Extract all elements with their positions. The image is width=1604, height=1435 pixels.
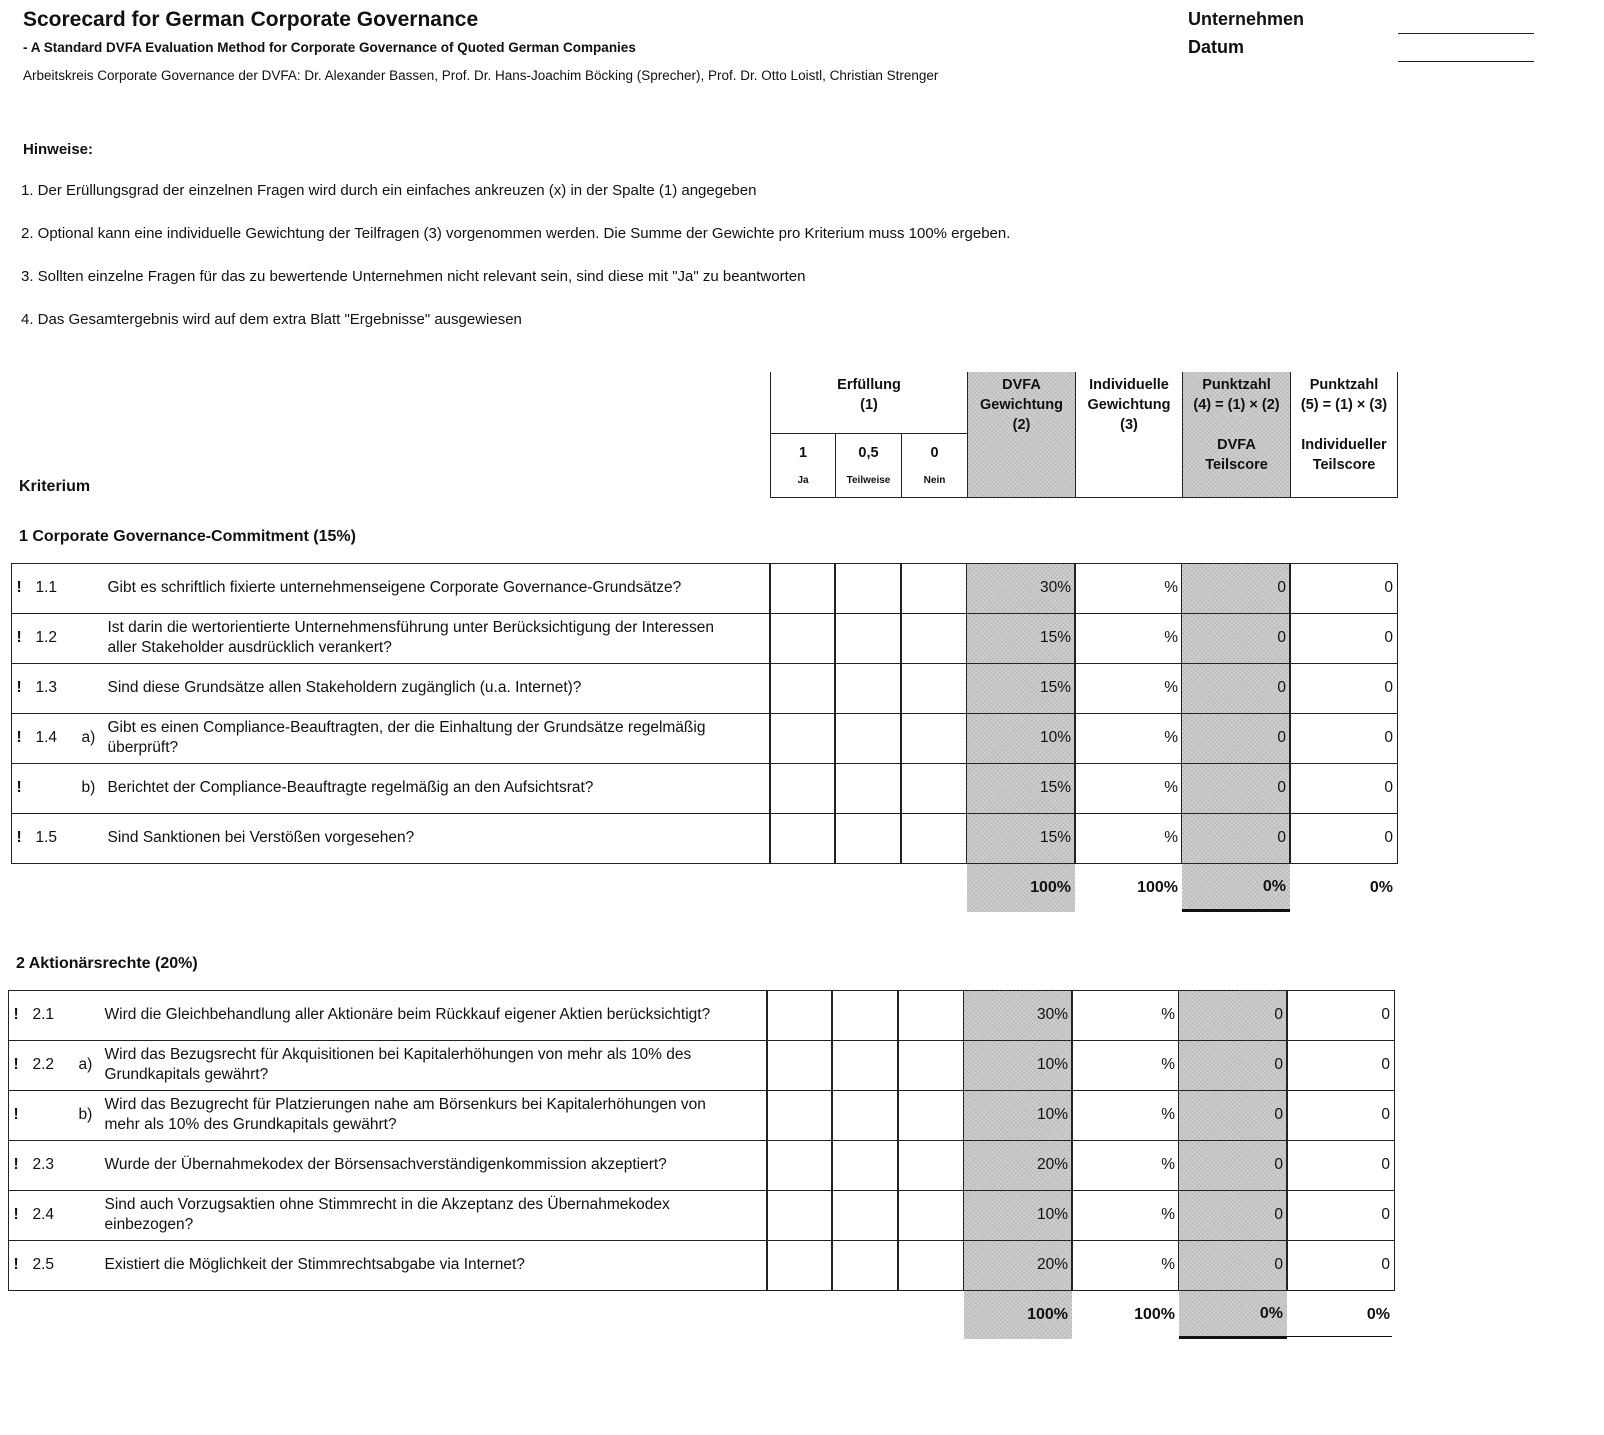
priority-mark: ! [16, 778, 22, 796]
question-text [108, 828, 415, 848]
individual-score-value: 0 [1384, 729, 1393, 747]
question-line: Ist darin die wertorientierte Unternehmensführung unter Berücksichtigung der Interessen [107, 618, 715, 636]
dvfa-weight-cell [966, 713, 1077, 765]
total-individual-weight-value: 100% [1134, 1306, 1175, 1323]
priority-mark: ! [13, 1155, 19, 1173]
individual-score-value: 0 [1384, 679, 1393, 697]
dvfa-weight-cell [963, 1190, 1074, 1242]
question-line: Wird das Bezugsrecht für Akquisitionen bei Kapitalerhöhungen von mehr als 10% des [104, 1045, 692, 1063]
teilweise-checkbox-cell[interactable] [831, 990, 900, 1042]
kriterium-label: Kriterium [19, 478, 91, 495]
question-text [105, 1005, 711, 1025]
question-number: 1.4 [35, 728, 58, 746]
individual-weight-cell[interactable] [1074, 763, 1184, 815]
dvfa-weight-cell [966, 813, 1077, 865]
dvfa-weight-value: 10% [1036, 1106, 1068, 1124]
individual-score-cell [1289, 663, 1399, 715]
question-text [108, 718, 706, 758]
teilweise-checkbox-cell[interactable] [834, 813, 903, 865]
individual-score-value: 0 [1381, 1006, 1390, 1024]
question-line: mehr als 10% des Grundkapitals gewährt? [104, 1115, 397, 1133]
question-cell [11, 763, 772, 815]
dvfa-weight-label: DVFA [1002, 377, 1041, 393]
dvfa-weight-value: 10% [1036, 1206, 1068, 1224]
dvfa-score-label: DVFA [1217, 437, 1256, 453]
priority-mark: ! [13, 1255, 19, 1273]
individual-weight-cell[interactable] [1071, 1140, 1181, 1192]
dvfa-score-value: 0 [1277, 579, 1286, 597]
individual-score-label: Punktzahl [1309, 377, 1379, 393]
individual-weight-cell[interactable] [1071, 1190, 1181, 1242]
ja-checkbox-cell[interactable] [769, 763, 837, 815]
question-subletter: a) [81, 728, 96, 746]
individual-score-label: (5) = (1) × (3) [1300, 397, 1388, 413]
company-label: Unternehmen [1188, 9, 1305, 29]
dvfa-weight-value: 10% [1036, 1056, 1068, 1074]
question-number: 2.4 [32, 1205, 55, 1223]
dvfa-score-label: (4) = (1) × (2) [1193, 397, 1280, 413]
ja-checkbox-cell[interactable] [766, 1040, 834, 1092]
notes-heading: Hinweise: [23, 141, 94, 158]
date-input-line[interactable] [1398, 61, 1534, 62]
dvfa-weight-cell [966, 763, 1077, 815]
question-cell [11, 713, 772, 765]
priority-mark: ! [13, 1205, 19, 1223]
dvfa-score-cell [1181, 613, 1292, 665]
ja-checkbox-cell[interactable] [766, 1140, 834, 1192]
total-underline [1287, 1336, 1392, 1337]
dvfa-score-header [1182, 372, 1291, 498]
dvfa-weight-value: 30% [1039, 579, 1071, 597]
dvfa-weight-value: 15% [1039, 829, 1071, 847]
ja-checkbox-cell[interactable] [766, 990, 834, 1042]
dvfa-score-value: 0 [1274, 1156, 1283, 1174]
erfuellung-number: (1) [860, 397, 878, 413]
dvfa-weight-header [967, 372, 1076, 498]
date-label: Datum [1188, 37, 1245, 57]
total-dvfa-weight-value: 100% [1030, 879, 1071, 896]
individual-score-header [1290, 372, 1398, 498]
nein-checkbox-cell[interactable] [897, 1240, 966, 1292]
question-line: Gibt es einen Compliance-Beauftragten, der die Einhaltung der Grundsätze regelmäßig [107, 718, 706, 736]
nein-checkbox-cell[interactable] [897, 1090, 966, 1142]
priority-mark: ! [13, 1005, 19, 1023]
total-dvfa-score-value: 0% [1259, 1304, 1283, 1322]
dvfa-weight-cell [966, 663, 1077, 715]
individual-score-cell [1289, 713, 1399, 765]
individual-weight-value: % [1161, 1206, 1175, 1224]
total-individual-weight [1072, 1291, 1179, 1339]
nein-checkbox-cell[interactable] [900, 563, 969, 615]
individual-score-value: 0 [1384, 629, 1393, 647]
dvfa-weight-label: (2) [1012, 417, 1031, 433]
question-cell [11, 663, 772, 715]
priority-mark: ! [13, 1055, 19, 1073]
note-item: 2. Optional kann eine individuelle Gewichtung der Teilfragen (3) vorgenommen werden. Die Summe der Gewichte pro Kriterium muss 100% ergeben. [21, 225, 1011, 242]
individual-score-cell [1286, 1140, 1396, 1192]
ja-checkbox-cell[interactable] [766, 1090, 834, 1142]
individual-score-cell [1289, 613, 1399, 665]
dvfa-score-value: 0 [1274, 1106, 1283, 1124]
question-line: Existiert die Möglichkeit der Stimmrechtsabgabe via Internet? [104, 1255, 525, 1273]
dvfa-score-cell [1181, 763, 1292, 815]
question-cell [8, 1240, 769, 1292]
question-number: 1.1 [35, 578, 58, 596]
question-cell [11, 613, 772, 665]
dvfa-score-cell [1178, 1140, 1289, 1192]
total-dvfa-score-value: 0% [1262, 877, 1286, 895]
dvfa-score-label: Punktzahl [1202, 377, 1271, 393]
dvfa-weight-cell [963, 1090, 1074, 1142]
individual-weight-label: (3) [1120, 417, 1138, 433]
nein-header [901, 433, 968, 498]
dvfa-weight-cell [963, 1040, 1074, 1092]
page-title: Scorecard for German Corporate Governance [23, 8, 479, 31]
individual-score-cell [1289, 763, 1399, 815]
individual-score-cell [1289, 813, 1399, 865]
question-number: 2.1 [32, 1005, 55, 1023]
dvfa-weight-value: 15% [1039, 779, 1071, 797]
teilweise-checkbox-cell[interactable] [831, 1240, 900, 1292]
question-cell [11, 813, 772, 865]
total-individual-weight [1075, 864, 1182, 912]
question-line: Sind auch Vorzugsaktien ohne Stimmrecht in die Akzeptanz des Übernahmekodex [104, 1195, 670, 1213]
dvfa-score-cell [1178, 990, 1289, 1042]
individual-weight-value: % [1164, 829, 1178, 847]
dvfa-weight-cell [963, 1240, 1074, 1292]
dvfa-weight-value: 10% [1039, 729, 1071, 747]
dvfa-weight-cell [966, 563, 1077, 615]
individual-weight-header [1075, 372, 1183, 498]
nein-checkbox-cell[interactable] [897, 990, 966, 1042]
question-subletter: a) [78, 1055, 93, 1073]
question-cell [8, 990, 769, 1042]
dvfa-score-value: 0 [1277, 779, 1286, 797]
teilweise-label: Teilweise [846, 475, 891, 486]
note-item: 4. Das Gesamtergebnis wird auf dem extra Blatt "Ergebnisse" ausgewiesen [21, 311, 522, 328]
total-dvfa-weight [964, 1291, 1072, 1339]
dvfa-weight-cell [963, 990, 1074, 1042]
question-line: überprüft? [107, 738, 179, 756]
individual-weight-value: % [1164, 729, 1178, 747]
individual-weight-cell[interactable] [1074, 613, 1184, 665]
dvfa-score-value: 0 [1277, 679, 1286, 697]
individual-score-cell [1286, 1240, 1396, 1292]
question-text [105, 1095, 706, 1135]
note-item: 1. Der Erüllungsgrad der einzelnen Fragen wird durch ein einfaches ankreuzen (x) in der Spalte (1) angegeben [21, 182, 757, 199]
individual-weight-cell[interactable] [1074, 563, 1184, 615]
priority-mark: ! [16, 628, 22, 646]
question-text [105, 1255, 525, 1275]
individual-score-cell [1289, 563, 1399, 615]
individual-score-cell [1286, 990, 1396, 1042]
dvfa-weight-cell [966, 613, 1077, 665]
question-line: Grundkapitals gewährt? [104, 1065, 269, 1083]
question-number: 2.2 [32, 1055, 55, 1073]
dvfa-score-value: 0 [1274, 1206, 1283, 1224]
dvfa-score-value: 0 [1277, 629, 1286, 647]
teilweise-header [835, 433, 902, 498]
question-text [108, 578, 682, 598]
question-line: Wurde der Übernahmekodex der Börsensachverständigenkommission akzeptiert? [104, 1155, 667, 1173]
priority-mark: ! [16, 578, 22, 596]
question-number: 1.5 [35, 828, 58, 846]
question-subletter: b) [78, 1105, 93, 1123]
ja-checkbox-cell[interactable] [769, 713, 837, 765]
teilweise-checkbox-cell[interactable] [831, 1090, 900, 1142]
dvfa-weight-cell [963, 1140, 1074, 1192]
dvfa-weight-value: 15% [1039, 629, 1071, 647]
dvfa-score-cell [1181, 663, 1292, 715]
question-number: 2.3 [32, 1155, 55, 1173]
ja-checkbox-cell[interactable] [769, 613, 837, 665]
nein-checkbox-cell[interactable] [897, 1040, 966, 1092]
question-text [108, 678, 582, 698]
nein-checkbox-cell[interactable] [900, 613, 969, 665]
question-number: 1.3 [35, 678, 58, 696]
note-item: 3. Sollten einzelne Fragen für das zu bewertende Unternehmen nicht relevant sein, sind diese mit "Ja" zu beantworten [21, 268, 806, 285]
erfuellung-label: Erfüllung [837, 377, 901, 393]
individual-weight-cell[interactable] [1074, 663, 1184, 715]
teilweise-checkbox-cell[interactable] [831, 1140, 900, 1192]
individual-score-cell [1286, 1190, 1396, 1242]
individual-weight-cell[interactable] [1074, 713, 1184, 765]
priority-mark: ! [16, 728, 22, 746]
dvfa-weight-label: Gewichtung [980, 397, 1063, 413]
priority-mark: ! [16, 828, 22, 846]
dvfa-score-cell [1178, 1040, 1289, 1092]
individual-weight-value: % [1164, 579, 1178, 597]
question-text [108, 778, 594, 798]
dvfa-score-value: 0 [1277, 829, 1286, 847]
teilweise-value: 0,5 [858, 445, 879, 461]
dvfa-score-value: 0 [1274, 1256, 1283, 1274]
dvfa-score-cell [1181, 713, 1292, 765]
individual-weight-cell[interactable] [1074, 813, 1184, 865]
question-cell [8, 1040, 769, 1092]
question-text [105, 1045, 692, 1085]
teilweise-checkbox-cell[interactable] [831, 1040, 900, 1092]
individual-weight-value: % [1164, 629, 1178, 647]
teilweise-checkbox-cell[interactable] [834, 613, 903, 665]
nein-checkbox-cell[interactable] [900, 663, 969, 715]
question-text [108, 618, 715, 658]
individual-score-value: 0 [1381, 1156, 1390, 1174]
ja-header [770, 433, 836, 498]
individual-score-value: 0 [1381, 1056, 1390, 1074]
question-line: aller Stakeholder ausdrücklich verankert? [107, 638, 392, 656]
question-line: Berichtet der Compliance-Beauftragte regelmäßig an den Aufsichtsrat? [107, 778, 594, 796]
question-line: Wird die Gleichbehandlung aller Aktionäre beim Rückkauf eigener Aktien berücksichtigt? [104, 1005, 711, 1023]
ja-checkbox-cell[interactable] [769, 563, 837, 615]
individual-weight-value: % [1161, 1256, 1175, 1274]
individual-weight-value: % [1164, 779, 1178, 797]
question-cell [8, 1090, 769, 1142]
individual-score-value: 0 [1384, 579, 1393, 597]
nein-label: Nein [923, 475, 946, 486]
dvfa-weight-value: 15% [1039, 679, 1071, 697]
dvfa-score-cell [1181, 563, 1292, 615]
dvfa-weight-value: 20% [1036, 1156, 1068, 1174]
section-title: 2 Aktionärsrechte (20%) [16, 955, 198, 972]
nein-checkbox-cell[interactable] [897, 1140, 966, 1192]
question-subletter: b) [81, 778, 96, 796]
question-line: Gibt es schriftlich fixierte unternehmenseigene Corporate Governance-Grundsätze? [107, 578, 682, 596]
individual-weight-value: % [1161, 1156, 1175, 1174]
dvfa-score-value: 0 [1274, 1056, 1283, 1074]
total-individual-score [1290, 864, 1397, 912]
priority-mark: ! [16, 678, 22, 696]
individual-score-label: Individueller [1301, 437, 1387, 453]
total-dvfa-score [1179, 1291, 1287, 1339]
teilweise-checkbox-cell[interactable] [831, 1190, 900, 1242]
ja-checkbox-cell[interactable] [766, 1190, 834, 1242]
total-individual-score-value: 0% [1366, 1306, 1390, 1323]
ja-value: 1 [798, 445, 808, 461]
question-text [105, 1195, 670, 1235]
question-line: Sind Sanktionen bei Verstößen vorgesehen? [107, 828, 415, 846]
dvfa-score-cell [1178, 1090, 1289, 1142]
individual-weight-cell[interactable] [1071, 1240, 1181, 1292]
individual-score-value: 0 [1381, 1206, 1390, 1224]
dvfa-score-value: 0 [1274, 1006, 1283, 1024]
question-number: 1.2 [35, 628, 58, 646]
question-number: 2.5 [32, 1255, 55, 1273]
individual-weight-cell[interactable] [1071, 1040, 1181, 1092]
total-dvfa-weight-value: 100% [1027, 1306, 1068, 1323]
individual-score-label: Teilscore [1312, 457, 1376, 473]
dvfa-score-label: Teilscore [1205, 457, 1268, 473]
individual-score-cell [1286, 1090, 1396, 1142]
question-cell [8, 1190, 769, 1242]
page-subtitle: - A Standard DVFA Evaluation Method for Corporate Governance of Quoted German Companies [23, 40, 636, 55]
ja-checkbox-cell[interactable] [766, 1240, 834, 1292]
total-dvfa-weight [967, 864, 1075, 912]
question-line: einbezogen? [104, 1215, 194, 1233]
nein-checkbox-cell[interactable] [900, 713, 969, 765]
dvfa-weight-value: 20% [1036, 1256, 1068, 1274]
dvfa-score-cell [1181, 813, 1292, 865]
total-dvfa-score [1182, 864, 1290, 912]
section-title: 1 Corporate Governance-Commitment (15%) [19, 528, 356, 545]
individual-weight-value: % [1161, 1106, 1175, 1124]
question-cell [11, 563, 772, 615]
total-individual-score-value: 0% [1369, 879, 1393, 896]
teilweise-checkbox-cell[interactable] [834, 563, 903, 615]
question-line: Sind diese Grundsätze allen Stakeholdern zugänglich (u.a. Internet)? [107, 678, 582, 696]
ja-label: Ja [797, 475, 809, 486]
nein-value: 0 [930, 445, 939, 461]
individual-score-value: 0 [1381, 1106, 1390, 1124]
individual-score-value: 0 [1384, 779, 1393, 797]
individual-weight-value: % [1161, 1056, 1175, 1074]
individual-score-value: 0 [1381, 1256, 1390, 1274]
teilweise-checkbox-cell[interactable] [834, 763, 903, 815]
teilweise-checkbox-cell[interactable] [834, 663, 903, 715]
dvfa-weight-value: 30% [1036, 1006, 1068, 1024]
total-individual-weight-value: 100% [1137, 879, 1178, 896]
total-individual-score [1287, 1291, 1394, 1339]
nein-checkbox-cell[interactable] [900, 813, 969, 865]
nein-checkbox-cell[interactable] [900, 763, 969, 815]
individual-weight-label: Individuelle [1089, 377, 1169, 393]
company-input-line[interactable] [1398, 33, 1534, 34]
individual-score-cell [1286, 1040, 1396, 1092]
question-text [105, 1155, 667, 1175]
priority-mark: ! [13, 1105, 19, 1123]
nein-checkbox-cell[interactable] [897, 1190, 966, 1242]
individual-weight-cell[interactable] [1071, 1090, 1181, 1142]
question-cell [8, 1140, 769, 1192]
individual-weight-value: % [1164, 679, 1178, 697]
ja-checkbox-cell[interactable] [769, 813, 837, 865]
question-line: Wird das Bezugrecht für Platzierungen nahe am Börsenkurs bei Kapitalerhöhungen von [104, 1095, 706, 1113]
ja-checkbox-cell[interactable] [769, 663, 837, 715]
individual-weight-label: Gewichtung [1087, 397, 1171, 413]
dvfa-score-cell [1178, 1190, 1289, 1242]
teilweise-checkbox-cell[interactable] [834, 713, 903, 765]
individual-weight-value: % [1161, 1006, 1175, 1024]
individual-weight-cell[interactable] [1071, 990, 1181, 1042]
authors-line: Arbeitskreis Corporate Governance der DVFA: Dr. Alexander Bassen, Prof. Dr. Hans-Joachim Böcking (Sprecher), Prof. Dr. Otto Loistl, Christian Strenger [23, 68, 939, 83]
dvfa-score-value: 0 [1277, 729, 1286, 747]
individual-score-value: 0 [1384, 829, 1393, 847]
dvfa-score-cell [1178, 1240, 1289, 1292]
